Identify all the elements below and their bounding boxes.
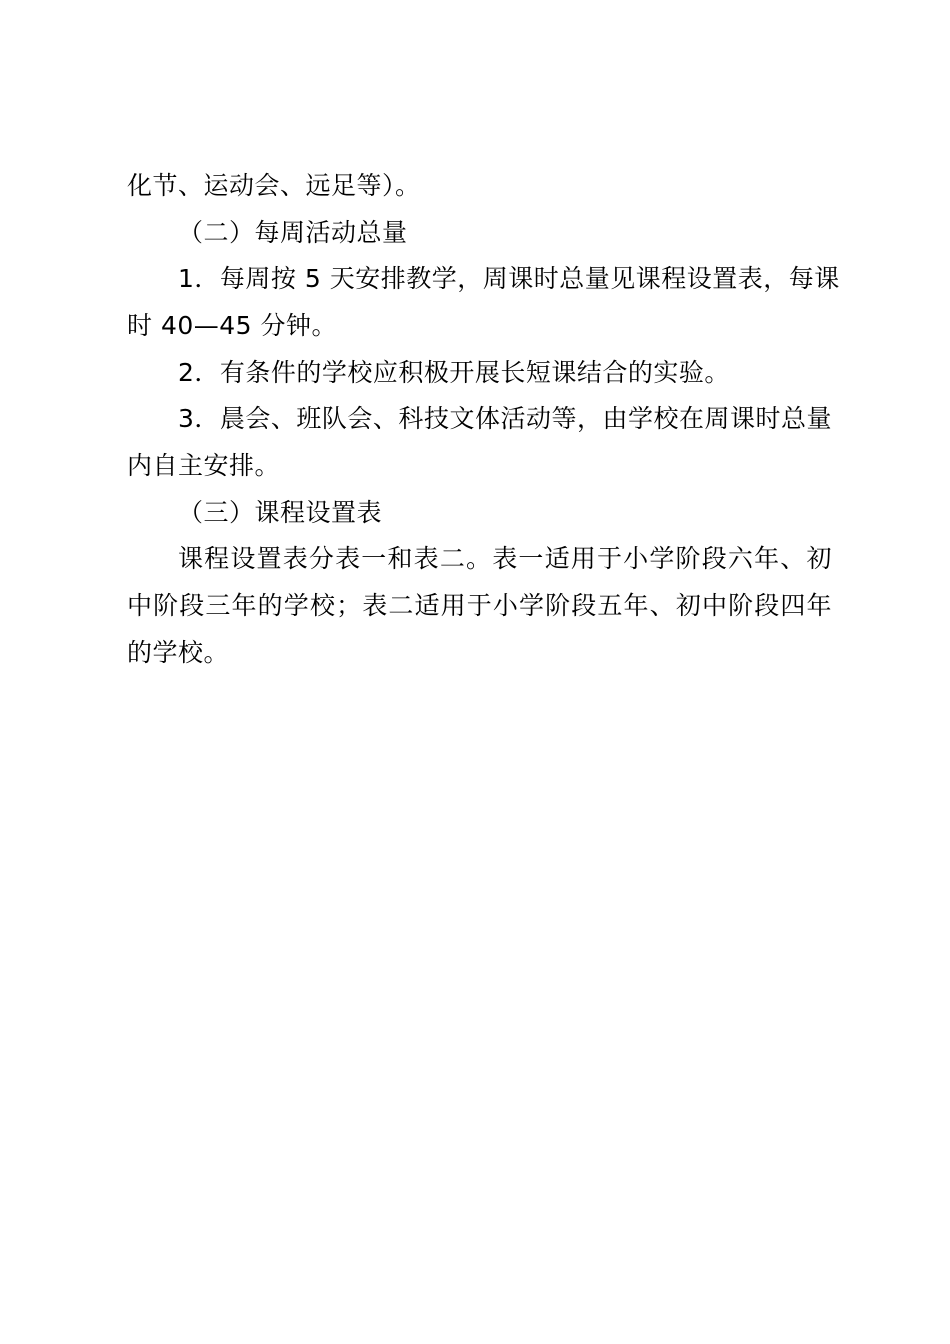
curriculum-paragraph-line-2: 中阶段三年的学校；表二适用于小学阶段五年、初中阶段四年 bbox=[127, 591, 832, 620]
item-1-line-2: 时 40—45 分钟。 bbox=[127, 311, 338, 340]
curriculum-paragraph-line-1: 课程设置表分表一和表二。表一适用于小学阶段六年、初 bbox=[178, 544, 832, 573]
section-heading-curriculum-table: （三）课程设置表 bbox=[178, 498, 383, 527]
item-2-line-1: 2．有条件的学校应积极开展长短课结合的实验。 bbox=[178, 358, 730, 387]
item-3-line-2: 内自主安排。 bbox=[127, 451, 281, 480]
section-heading-weekly-activity: （二）每周活动总量 bbox=[178, 218, 408, 247]
item-1-line-1: 1．每周按 5 天安排教学，周课时总量见课程设置表，每课 bbox=[178, 264, 840, 293]
item-3-line-1: 3．晨会、班队会、科技文体活动等，由学校在周课时总量 bbox=[178, 404, 832, 433]
paragraph-continuation-line: 化节、运动会、远足等）。 bbox=[127, 171, 421, 200]
curriculum-paragraph-line-3: 的学校。 bbox=[127, 638, 230, 667]
